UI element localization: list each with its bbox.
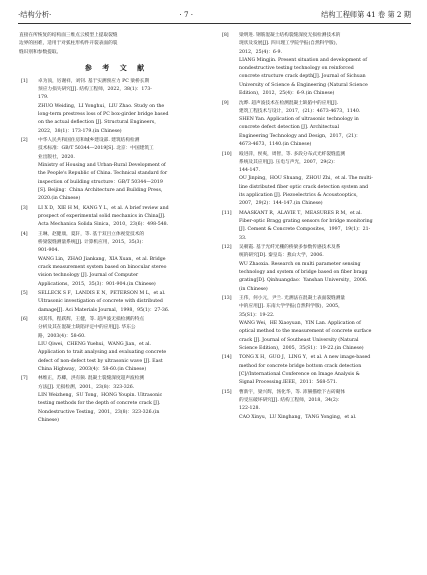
journal-info: 结构工程师第 41 卷 第 2 期 bbox=[321, 9, 411, 19]
reference-line: 现状及发展[J]. 四川理工学院学报(自然科学版)， bbox=[239, 41, 341, 47]
reference-line: (in Chinese) bbox=[239, 286, 268, 292]
reference-line: method for concrete bridge bottom crack detection bbox=[239, 363, 362, 369]
reference-line: technology and system of bridge based on fiber bragg bbox=[239, 270, 368, 276]
reference-text bbox=[239, 32, 415, 98]
reference-line: WANG Lin，ZHAO Jiankang，XIA Xuan，et al. Bridge bbox=[38, 256, 166, 262]
reference-number: [9] bbox=[222, 100, 229, 106]
reference-item bbox=[19, 78, 214, 136]
page-header bbox=[18, 8, 411, 21]
reference-number: [13] bbox=[222, 296, 232, 302]
reference-item bbox=[220, 151, 415, 209]
reference-line: 144-147. bbox=[239, 168, 260, 174]
reference-line: testing methods for the depth of concrete crack [J]. bbox=[38, 401, 161, 407]
reference-item bbox=[19, 231, 214, 289]
reference-line: 业出版社，2020. bbox=[38, 154, 75, 160]
reference-line: Engineering Technology and Design，2017，(21)： bbox=[239, 133, 361, 139]
reference-line: Fiber-optic Bragg grating sensors for bridge monitoring bbox=[239, 219, 373, 225]
reference-line: SELLECK S F，LANDIS E N，PETERSON M L，et al. bbox=[38, 291, 166, 297]
reference-number: [4] bbox=[21, 231, 28, 237]
reference-number: [1] bbox=[21, 78, 28, 84]
reference-line: 沈晔. 超声波技术在检测混凝土缺陷中的应用[J]. bbox=[239, 100, 339, 106]
reference-line: University of Science & Engineering (Natural Science bbox=[239, 82, 368, 88]
reference-text bbox=[38, 231, 214, 289]
reference-line: 方法[J]. 无损检测，2001，23(8)：323-326. bbox=[38, 384, 135, 390]
reference-line: 预应力损失研究[J]. 结构工程师，2022，38(1)：173- bbox=[38, 87, 152, 93]
reference-line: grating[D]. Qinhuangdao：Yanshan University，2006. bbox=[239, 278, 368, 284]
reference-text bbox=[38, 316, 214, 374]
reference-line: concrete structure crack depth[J]. Journal of Sichuan bbox=[239, 74, 366, 80]
reference-text bbox=[38, 78, 214, 136]
reference-line: line distributed fiber optic crack detection system and bbox=[239, 184, 369, 190]
reference-line: on the actual deflection [J]. Structural Engineers， bbox=[38, 120, 159, 126]
reference-text bbox=[239, 354, 415, 387]
reference-line: crack measurement system based on binocular stereo bbox=[38, 264, 167, 270]
reference-line: 刘其伟，程跃辉，王健，等. 超声波无损检测的特点 bbox=[38, 317, 145, 323]
reference-line: LI X D，XIE H M，KANG Y L，et al. A brief review and bbox=[38, 205, 169, 211]
reference-item bbox=[19, 375, 214, 425]
reference-text bbox=[239, 295, 415, 353]
reference-number: [7] bbox=[21, 376, 28, 382]
reference-item bbox=[19, 316, 214, 374]
reference-line: CAO Xinyu，LU Xinghang，TANG Yonging，et al. bbox=[239, 414, 357, 420]
reference-line: vision technology [J]. Journal of Computer bbox=[38, 273, 139, 279]
references-heading: 参 考 文 献 bbox=[84, 62, 149, 72]
reference-number: [15] bbox=[222, 389, 232, 395]
intro-paragraph bbox=[19, 32, 214, 57]
intro-line: 缝识别和参数提取。 bbox=[19, 49, 62, 55]
reference-item bbox=[19, 137, 214, 203]
intro-line: 边界的困难，适用于对弧柱形构件开裂表面的裂 bbox=[19, 41, 118, 47]
reference-number: [5] bbox=[21, 291, 28, 297]
reference-text bbox=[38, 290, 214, 315]
reference-line: MAASKANT R，ALAVIE T，MEASURES R M，et al. bbox=[239, 210, 362, 216]
reference-line: 统的研究[D]. 秦皇岛：燕山大学，2006. bbox=[239, 253, 324, 259]
reference-item bbox=[220, 244, 415, 294]
reference-line: 中华人民共和国住房和城乡建设部. 建筑结构检测 bbox=[38, 138, 140, 144]
reference-item bbox=[220, 389, 415, 422]
reference-line: 曹新宇，梁兴辉，汤化华，等. 沛赫描绘下古砖砌体 bbox=[239, 389, 346, 395]
reference-line: 桥梁裂缝测量系统[J]. 计算机应用，2015，35(3)： bbox=[38, 240, 147, 246]
reference-line: 卓为顶，厉谢祥，刘钊. 基于实测预应力 PC 梁桥长期 bbox=[38, 78, 150, 84]
reference-line: 殴进萍，侯爽，周智，等. 多段分布式光纤裂缝监测 bbox=[239, 151, 346, 157]
reference-number: [14] bbox=[222, 355, 232, 361]
reference-line: TONG X H，GUO J，LING Y，et al. A new image-based bbox=[239, 355, 371, 361]
reference-line: 35(S1)：19-22. bbox=[239, 312, 275, 318]
reference-line: 路，2003(4)：58-60. bbox=[38, 333, 86, 339]
reference-text bbox=[38, 205, 214, 230]
reference-line: crack [J]. Journal of Southeast University (Natural bbox=[239, 337, 359, 343]
reference-line: 2020.(in Chinese) bbox=[38, 196, 81, 202]
reference-line: ZHUO Weiding，LI Yonghui，LIU Zhao. Study on the bbox=[38, 103, 165, 109]
reference-number: [8] bbox=[222, 33, 229, 38]
reference-line: 分析及其在混凝土缺陷评定中的应用[J]. 华东公 bbox=[38, 325, 136, 331]
reference-number: [11] bbox=[222, 210, 232, 216]
reference-line: nondestructive testing technology on reinforced bbox=[239, 66, 354, 72]
reference-item bbox=[19, 205, 214, 230]
reference-line: 122-128. bbox=[239, 406, 260, 412]
reference-line: Ministry of Housing and Urban-Rural Development of bbox=[38, 163, 166, 169]
reference-line: optical method to the measurement of concrete surface bbox=[239, 329, 372, 335]
reference-list-left bbox=[19, 78, 214, 425]
reference-line: 王琳，赵健康，夏轩，等. 基于双目立体视觉技术的 bbox=[38, 231, 145, 237]
right-column bbox=[220, 32, 415, 423]
reference-line: inspection of building structure：GB/T 50344—2019 bbox=[38, 179, 163, 185]
reference-line: 王伟，何小元，尹兰. 光测法在混凝土表面裂缝测量 bbox=[239, 296, 346, 302]
reference-line: 系统及其应用[J]. 压电与声光，2007，29(2)： bbox=[239, 159, 338, 165]
reference-line: [S]. Beijing：China Architecture and Building Press， bbox=[38, 187, 166, 193]
reference-line: concrete defect detection [J]. Architectual bbox=[239, 125, 340, 131]
reference-line: Ultrasonic investigation of concrete with distributed bbox=[38, 299, 163, 305]
reference-line: the People's Republic of China. Technical standard for bbox=[38, 171, 168, 177]
reference-line: long-term prestress loss of PC box-girder bridge based bbox=[38, 112, 169, 118]
reference-line: China Highway，2003(4)：58-60.(in Chinese) bbox=[38, 366, 147, 372]
reference-text bbox=[38, 375, 214, 425]
reference-line: 技术标准：GB/T 50344—2019[S]. 北京：中国建筑工 bbox=[38, 146, 154, 152]
reference-text bbox=[38, 137, 214, 203]
reference-item bbox=[220, 210, 415, 243]
reference-item bbox=[220, 100, 415, 150]
reference-line: SHEN Yan. Application of ultrasonic technology in bbox=[239, 117, 359, 123]
page-number: · 7 · bbox=[179, 9, 194, 19]
reference-line: 2022，38(1)：173-179.(in Chinese) bbox=[38, 128, 122, 134]
reference-number: [12] bbox=[222, 245, 232, 251]
reference-line: [J]. Cement & Concrete Composites，1997，19(1)：21- bbox=[239, 227, 371, 233]
reference-text bbox=[239, 244, 415, 294]
reference-line: LIU Qiwei，CHENG Yuehui，WANG Jian，et al. bbox=[38, 342, 151, 348]
reference-line: its application [J]. Piezoelectrics & Acoustooptics， bbox=[239, 193, 361, 199]
reference-text bbox=[239, 100, 415, 150]
reference-line: [C]//International Conference on Image Analysis & bbox=[239, 372, 360, 377]
reference-number: [3] bbox=[21, 205, 28, 211]
reference-line: OU Jinping，HOU Shuang，ZHOU Zhi，et al. The multi- bbox=[239, 176, 373, 182]
reference-line: Chinese) bbox=[38, 417, 59, 423]
reference-list-right bbox=[220, 32, 415, 422]
reference-number: [10] bbox=[222, 151, 232, 157]
reference-item bbox=[19, 290, 214, 315]
header-rule bbox=[18, 23, 411, 24]
reference-text bbox=[239, 389, 415, 422]
reference-line: 建筑工程技术与设计，2017，(21)：4673-4673，1140. bbox=[239, 108, 361, 114]
left-column bbox=[19, 32, 214, 426]
reference-line: WANG Wei，HE Xiaoyuan，YIN Lan. Application of bbox=[239, 321, 361, 327]
reference-line: Acta Mechanica Solida Sinica，2010，23(6)：498-548. bbox=[38, 222, 169, 228]
reference-line: 2012，25(4)：6-9. bbox=[239, 49, 282, 55]
reference-line: 2007，29(2)：144-147.(in Chinese) bbox=[239, 201, 323, 207]
reference-line: LIANG Mingjin. Present situation and development of bbox=[239, 57, 368, 63]
reference-line: 吴朝霞. 基于光纤光栅的桥梁多参数传感技术及系 bbox=[239, 245, 341, 251]
reference-line: 179. bbox=[38, 95, 49, 101]
reference-line: prospect of experimental solid mechanics in China[J]. bbox=[38, 214, 166, 220]
reference-line: Nondestructive Testing，2001，23(8)：323-326.(in bbox=[38, 409, 160, 415]
reference-line: defect of non-defect test by ultrasonic wave [J]. East bbox=[38, 358, 163, 364]
reference-line: Applications，2015，35(3)：901-904.(in Chinese) bbox=[38, 281, 156, 287]
reference-line: Science Edition)，2005，35(S1)：19-22.(in Chinese) bbox=[239, 345, 364, 351]
reference-item bbox=[220, 295, 415, 353]
reference-line: 中的应用[J]. 东南大学学报(自然科学版)，2005， bbox=[239, 304, 343, 310]
reference-line: damage[J]. Aci Materials Journal，1998，95(1)：27-36. bbox=[38, 307, 170, 313]
reference-item bbox=[220, 354, 415, 387]
reference-line: 林维正，苏卿，洪有频. 混凝土裂缝深度超声波检测 bbox=[38, 376, 145, 382]
reference-number: [6] bbox=[21, 317, 28, 323]
reference-text bbox=[239, 151, 415, 209]
section-label: ·结构分析· bbox=[18, 9, 52, 19]
reference-line: Signal Processing.IEEE，2011：568-571. bbox=[239, 380, 338, 386]
reference-line: WU Zhaoxia. Research on multi parameter sensing bbox=[239, 261, 361, 267]
reference-number: [2] bbox=[21, 138, 28, 144]
reference-text bbox=[239, 210, 415, 243]
reference-line: 33. bbox=[239, 235, 247, 241]
reference-item bbox=[220, 32, 415, 98]
reference-line: 的受压破坏研究[J]. 结构工程师，2018，34(2)： bbox=[239, 398, 343, 404]
reference-line: 梁明进. 钢筋混凝土结构裂缝深度无损检测技术的 bbox=[239, 33, 341, 38]
reference-line: 901-904. bbox=[38, 248, 59, 254]
reference-line: Edition)，2012，25(4)：6-9.(in Chinese) bbox=[239, 91, 335, 97]
reference-line: 4673-4673，1140.(in Chinese) bbox=[239, 142, 312, 148]
reference-line: LIN Weizheng，SU Tong，HONG Youpin. Ultrasonic bbox=[38, 393, 163, 398]
intro-line: 直接在所恢复的结构面三维点云模型上提取裂缝 bbox=[19, 33, 118, 38]
reference-line: Application to trait analysing and evaluating concrete bbox=[38, 350, 167, 356]
